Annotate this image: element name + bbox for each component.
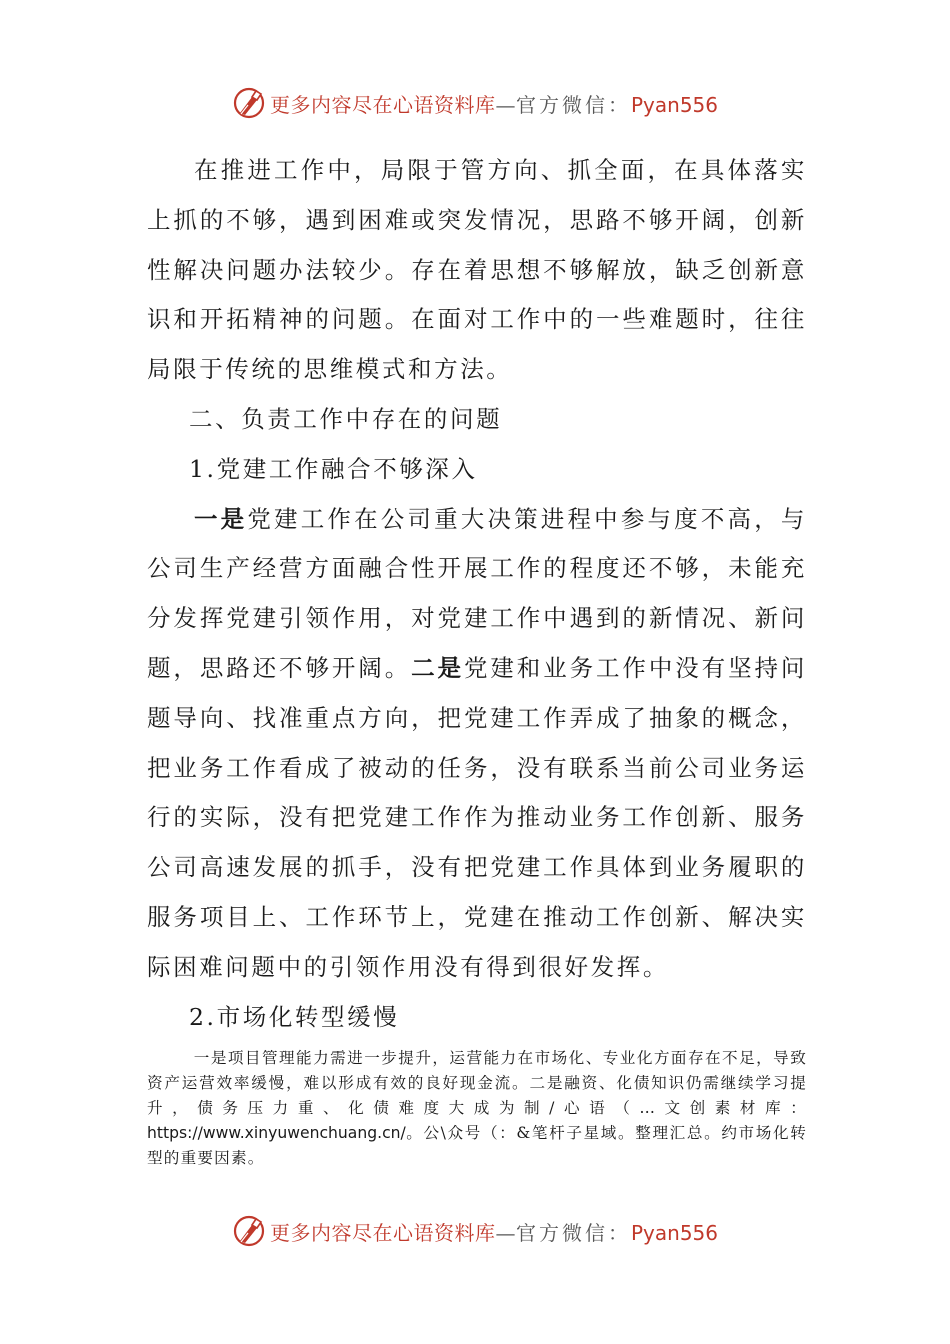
paragraph-3-small <box>147 1046 807 1171</box>
banner-text <box>270 1217 718 1246</box>
footer-banner <box>0 1211 950 1251</box>
section-heading: 二、负责工作中存在的问题 <box>189 404 503 433</box>
pen-nib-logo-icon <box>232 1214 266 1248</box>
paragraph-3-post: 。公\众号（：&笔杆子星域。整理汇总。约市场化转型的重要因素。 <box>147 1124 807 1168</box>
banner-text <box>270 89 718 118</box>
banner-dash: — <box>495 1220 516 1245</box>
header-banner <box>0 83 950 123</box>
banner-wechat-id: Pyan556 <box>630 92 718 117</box>
lead-first: 一是 <box>194 504 248 533</box>
paragraph-2 <box>147 495 807 993</box>
paragraph-2-text-2: 党建和业务工作中没有坚持问题导向、找准重点方向，把党建工作弄成了抽象的概念，把业务工作看成了被动的任务，没有联系当前公司业务运行的实际，没有把党建工作作为推动业务工作创新、服务公司高速发展的抓手，没有把党建工作具体到业务履职的服务项目上、工作环节上，党建在推动工作创新、解决实际困难问题中的引领作用没有得到很好发挥。 <box>147 653 807 981</box>
pen-nib-logo-icon <box>232 86 266 120</box>
source-url-link[interactable]: https://www.xinyuwenchuang.cn/ <box>147 1124 406 1143</box>
document-body <box>147 146 807 1171</box>
subheading-2: 2.市场化转型缓慢 <box>189 1002 400 1031</box>
banner-dash: — <box>495 92 516 117</box>
banner-wechat-label: 官方微信： <box>515 92 631 117</box>
banner-main-text: 更多内容尽在心语资料库 <box>269 1220 496 1245</box>
banner-main-text: 更多内容尽在心语资料库 <box>269 92 496 117</box>
lead-second: 二是 <box>411 653 464 682</box>
banner-wechat-id: Pyan556 <box>630 1220 718 1245</box>
banner-wechat-label: 官方微信： <box>515 1220 631 1245</box>
paragraph-3-pre: 一是项目管理能力需进一步提升，运营能力在市场化、专业化方面存在不足，导致资产运营效率缓慢，难以形成有效的良好现金流。二是融资、化债知识仍需继续学习提升，债务压力重、化债难度大成为制/心语（…文创素材库： <box>147 1049 807 1118</box>
paragraph-1: 在推进工作中，局限于管方向、抓全面，在具体落实上抓的不够，遇到困难或突发情况，思路不够开阔，创新性解决问题办法较少。存在着思想不够解放，缺乏创新意识和开拓精神的问题。在面对工作中的一些难题时，往往局限于传统的思维模式和方法。 <box>147 156 807 384</box>
subheading-1: 1.党建工作融合不够深入 <box>189 454 478 483</box>
paragraph-2-text-1: 党建工作在公司重大决策进程中参与度不高，与公司生产经营方面融合性开展工作的程度还不够，未能充分发挥党建引领作用，对党建工作中遇到的新情况、新问题，思路还不够开阔。 <box>147 504 807 682</box>
